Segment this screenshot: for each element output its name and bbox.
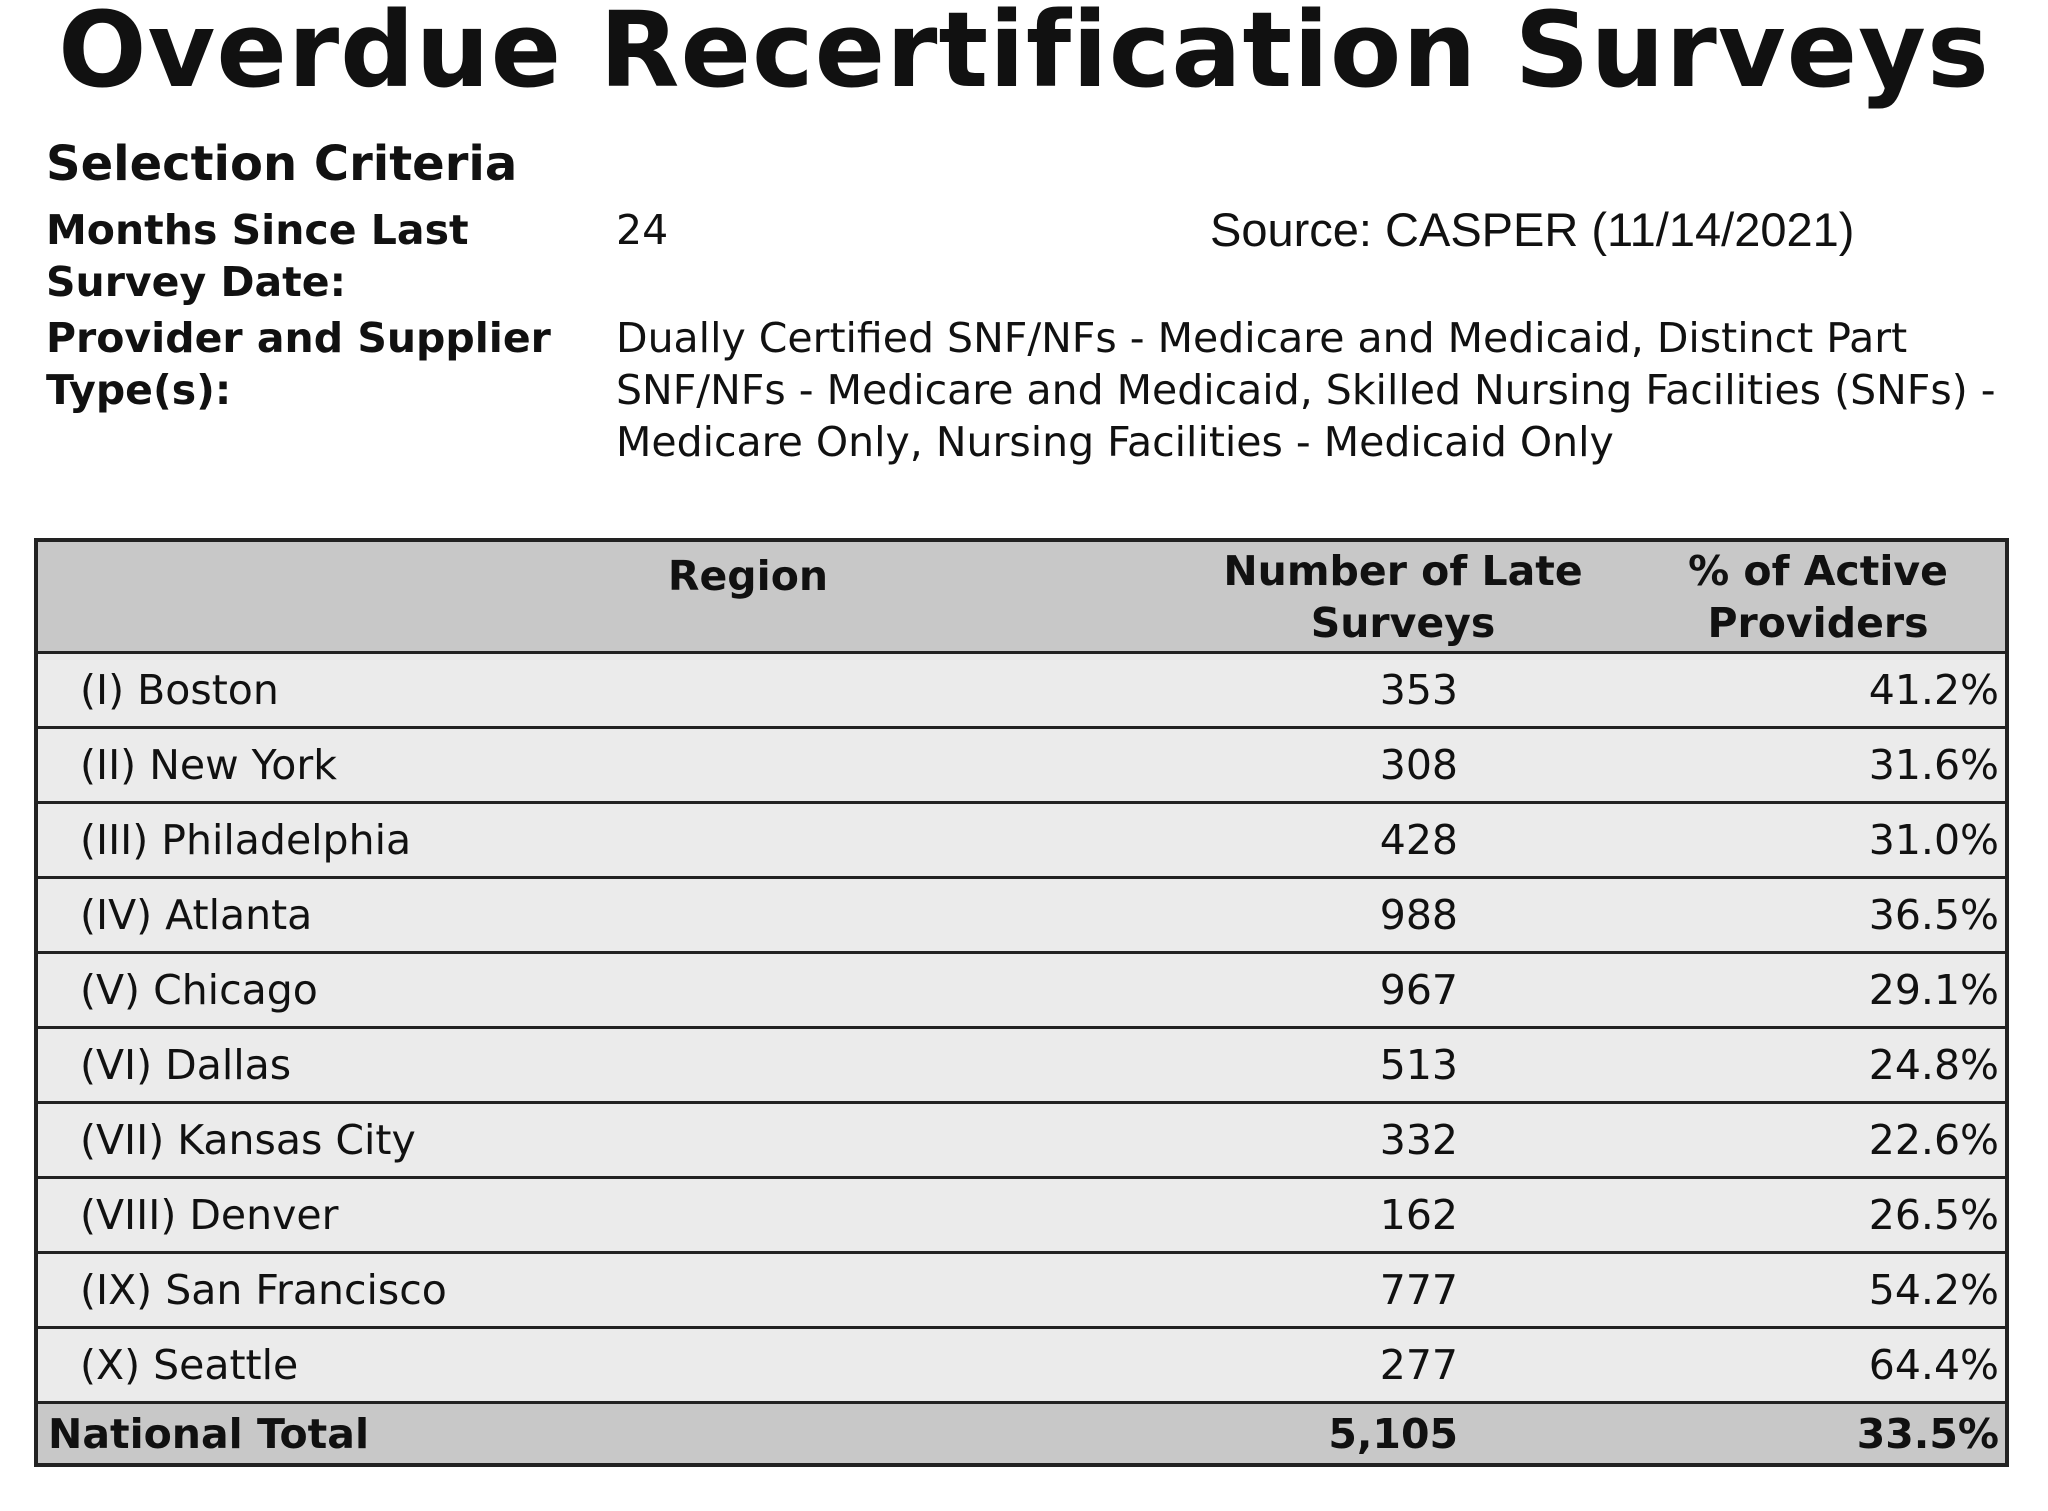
- region-cell: (V) Chicago: [80, 966, 318, 1014]
- table-row: [38, 804, 2005, 879]
- column-header-pct-active: % of Active Providers: [1688, 546, 1948, 647]
- pct-active-cell: 36.5%: [1868, 891, 1999, 939]
- late-surveys-cell: 353: [1379, 666, 1458, 714]
- region-cell: (VI) Dallas: [80, 1041, 292, 1089]
- region-cell: (VII) Kansas City: [80, 1116, 416, 1164]
- provider-supplier-types-label: Provider and Supplier Type(s):: [46, 314, 551, 414]
- pct-active-cell: 29.1%: [1868, 966, 1999, 1014]
- column-header-late-surveys: Number of Late Surveys: [1223, 546, 1583, 647]
- region-cell: (IV) Atlanta: [80, 891, 313, 939]
- pct-active-cell: 31.6%: [1868, 741, 1999, 789]
- late-surveys-cell: 308: [1379, 741, 1458, 789]
- table-row: [38, 1179, 2005, 1254]
- provider-supplier-types-value: Dually Certified SNF/NFs - Medicare and Medicaid, Distinct Part SNF/NFs - Medicare and Medicaid, Skilled Nursing Facilities (SNFs) - Medicare Only, Nursing Facilities - Medicaid Only: [616, 314, 1996, 466]
- column-header-region: Region: [667, 552, 829, 600]
- national-total-row: [38, 1404, 2005, 1463]
- selection-criteria-heading: Selection Criteria: [46, 136, 518, 192]
- late-surveys-cell: 162: [1379, 1191, 1458, 1239]
- late-surveys-cell: 513: [1379, 1041, 1458, 1089]
- national-total-late-surveys: 5,105: [1328, 1409, 1458, 1458]
- pct-active-cell: 54.2%: [1868, 1266, 1999, 1314]
- page-title: Overdue Recertification Surveys: [58, 0, 1990, 111]
- table-row: [38, 1029, 2005, 1104]
- late-surveys-cell: 967: [1379, 966, 1458, 1014]
- national-total-pct-active: 33.5%: [1856, 1409, 1999, 1458]
- pct-active-cell: 64.4%: [1868, 1341, 1999, 1389]
- table-row: [38, 954, 2005, 1029]
- late-surveys-cell: 988: [1379, 891, 1458, 939]
- table-row: [38, 654, 2005, 729]
- region-cell: (III) Philadelphia: [80, 816, 412, 864]
- months-since-last-survey-value: 24: [616, 206, 669, 254]
- national-total-label: National Total: [48, 1409, 369, 1458]
- source-note: Source: CASPER (11/14/2021): [1210, 203, 1855, 256]
- table-row: [38, 1329, 2005, 1404]
- table-row: [38, 1254, 2005, 1329]
- late-surveys-cell: 277: [1379, 1341, 1458, 1389]
- pct-active-cell: 26.5%: [1868, 1191, 1999, 1239]
- late-surveys-cell: 428: [1379, 816, 1458, 864]
- region-cell: (II) New York: [80, 741, 337, 789]
- pct-active-cell: 41.2%: [1868, 666, 1999, 714]
- pct-active-cell: 31.0%: [1868, 816, 1999, 864]
- months-since-last-survey-label: Months Since Last Survey Date:: [46, 206, 469, 306]
- late-surveys-cell: 777: [1379, 1266, 1458, 1314]
- overdue-surveys-table: [34, 538, 2009, 1467]
- region-cell: (VIII) Denver: [80, 1191, 339, 1239]
- pct-active-cell: 24.8%: [1868, 1041, 1999, 1089]
- table-row: [38, 729, 2005, 804]
- region-cell: (I) Boston: [80, 666, 279, 714]
- pct-active-cell: 22.6%: [1868, 1116, 1999, 1164]
- region-cell: (IX) San Francisco: [80, 1266, 447, 1314]
- late-surveys-cell: 332: [1379, 1116, 1458, 1164]
- table-header-row: [38, 542, 2005, 654]
- table-row: [38, 879, 2005, 954]
- table-row: [38, 1104, 2005, 1179]
- region-cell: (X) Seattle: [80, 1341, 299, 1389]
